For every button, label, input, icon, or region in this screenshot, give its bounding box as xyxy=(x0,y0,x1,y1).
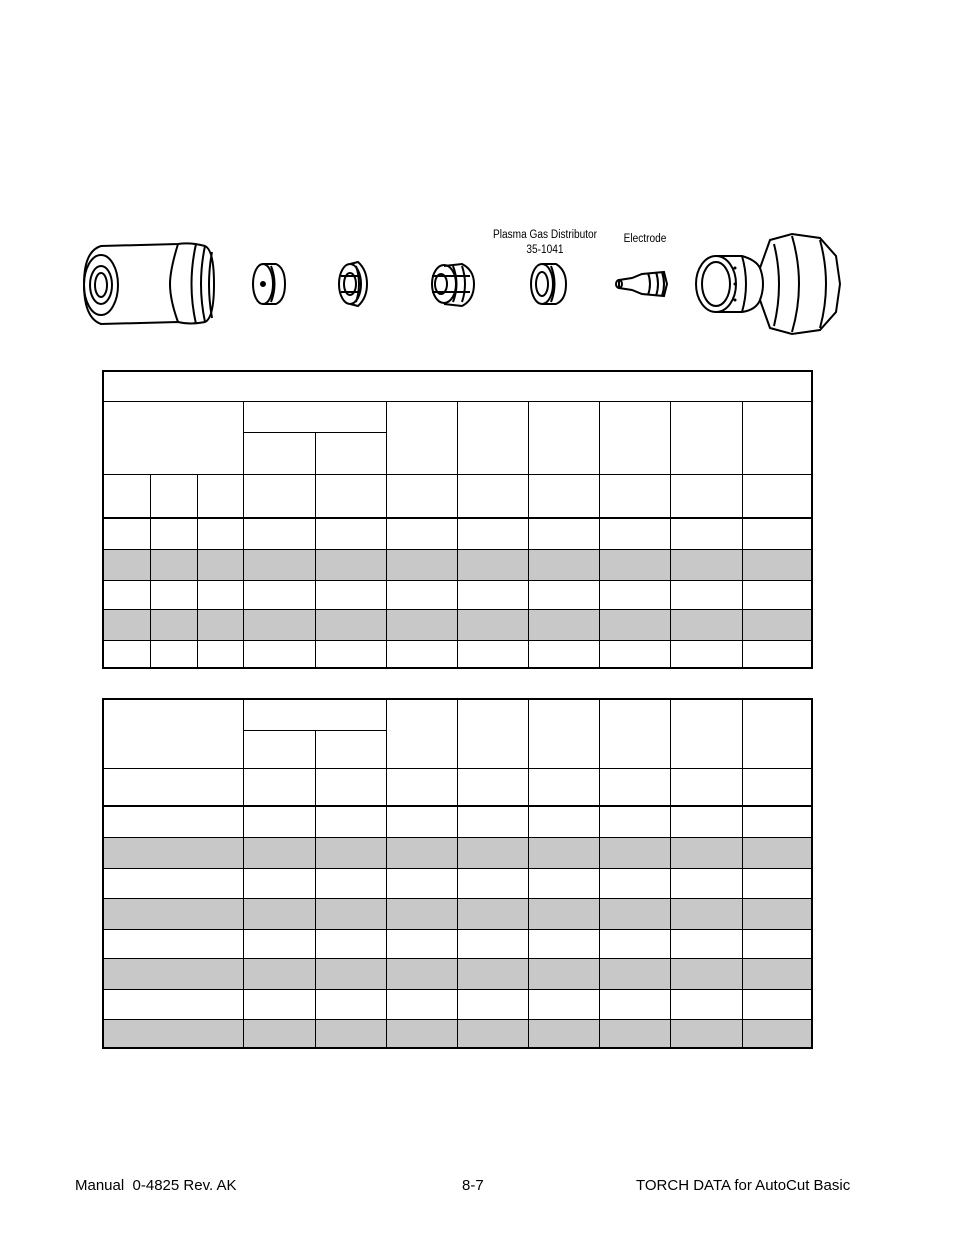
table-gridline xyxy=(386,401,387,669)
cut-chart-table-1 xyxy=(102,370,813,669)
table-gridline xyxy=(315,432,316,669)
footer-page-number: 8-7 xyxy=(462,1177,484,1194)
table-gridline xyxy=(150,474,151,669)
gas-distributor-number: 35-1041 xyxy=(526,244,564,256)
table-gridline xyxy=(528,700,529,1047)
shield-cup-icon xyxy=(84,243,214,324)
table-gridline xyxy=(243,401,244,669)
table-gridline xyxy=(742,401,743,669)
shield-cap-icon xyxy=(253,264,285,304)
gas-distributor-label xyxy=(479,228,611,258)
table-gridline xyxy=(599,401,600,669)
table-gridline xyxy=(386,700,387,1047)
footer-manual-number: Manual 0-4825 Rev. AK xyxy=(75,1177,237,1194)
table-gridline xyxy=(742,700,743,1047)
table-gridline xyxy=(670,401,671,669)
tip-icon xyxy=(339,262,367,306)
table-gridline xyxy=(315,730,316,1047)
table-gridline xyxy=(243,700,244,1047)
table-gridline xyxy=(457,401,458,669)
torch-parts-illustration xyxy=(0,0,954,360)
torch-head-icon xyxy=(696,234,840,334)
table-gridline xyxy=(670,700,671,1047)
table-gridline xyxy=(197,474,198,669)
start-cartridge-icon xyxy=(432,264,474,306)
table-gridline xyxy=(457,700,458,1047)
table-gridline xyxy=(528,401,529,669)
footer-section-title: TORCH DATA for AutoCut Basic xyxy=(636,1177,851,1194)
gas-distributor-icon xyxy=(531,264,566,304)
electrode-icon xyxy=(616,272,667,296)
electrode-label: Electrode xyxy=(623,233,667,245)
cut-chart-table-2 xyxy=(102,698,813,1049)
table-gridline xyxy=(599,700,600,1047)
gas-distributor-name: Plasma Gas Distributor xyxy=(492,229,598,241)
